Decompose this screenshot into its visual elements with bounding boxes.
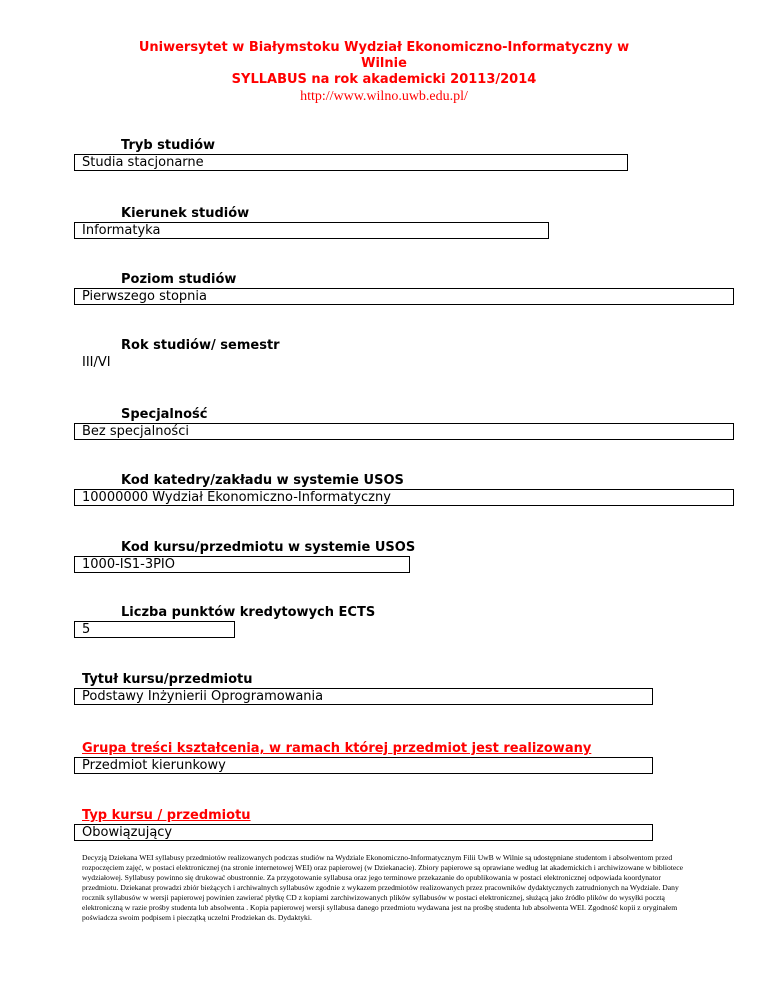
syllabus-year-line: SYLLABUS na rok akademicki 20113/2014 — [231, 72, 537, 87]
department-code-label: Kod katedry/zakładu w systemie USOS — [121, 473, 404, 488]
field-of-study-field: Informatyka — [74, 222, 549, 239]
content-group-label: Grupa treści kształcenia, w ramach której przedmiot jest realizowany — [82, 741, 592, 756]
course-type-label: Typ kursu / przedmiotu — [82, 808, 251, 823]
university-title-line1: Uniwersytet w Białymstoku Wydział Ekonomiczno-Informatyczny w — [138, 40, 630, 55]
course-code-field: 1000-IS1-3PIO — [74, 556, 410, 573]
website-url[interactable]: http://www.wilno.uwb.edu.pl/ — [300, 89, 468, 104]
study-level-label: Poziom studiów — [121, 272, 237, 287]
course-type-field: Obowiązujący — [74, 824, 653, 841]
course-code-label: Kod kursu/przedmiotu w systemie USOS — [121, 540, 416, 555]
course-title-field: Podstawy Inżynierii Oprogramowania — [74, 688, 653, 705]
study-mode-label: Tryb studiów — [121, 138, 216, 153]
university-title-line2: Wilnie — [361, 56, 407, 71]
study-level-field: Pierwszego stopnia — [74, 288, 734, 305]
specialization-label: Specjalność — [121, 407, 208, 422]
ects-field: 5 — [74, 621, 235, 638]
field-of-study-label: Kierunek studiów — [121, 206, 250, 221]
course-title-label: Tytuł kursu/przedmiotu — [82, 672, 253, 687]
year-semester-label: Rok studiów/ semestr — [121, 338, 280, 353]
specialization-field: Bez specjalności — [74, 423, 734, 440]
footer-note: Decyzją Dziekana WEI syllabusy przedmiotów realizowanych podczas studiów na Wydziale Ekonomiczno-Informatycznym Filii UwB w Wilnie są udostępniane studentom i absolwentom przed rozpoczęciem zajęć, w postaci elektronicznej (na stronie internetowej WEI) oraz papierowej (w Dziekanacie). Zbiory papierowe są oprawiane według lat akademickich i archiwizowane w bibliotece wydziałowej. Syllabusy powinno się drukować obustronnie. Za przygotowanie syllabusa oraz jego terminowe przekazanie do opublikowania w postaci elektronicznej odpowiada koordynator przedmiotu. Dziekanat prowadzi zbiór bieżących i archiwalnych syllabusów zgodnie z wykazem przedmiotów realizowanych przez pracowników dydaktycznych zatrudnionych na Wydziale. Dany rocznik syllabusów w wersji papierowej powinien zawierać płytkę CD z kopiami zarchiwizowanych plików syllabusów w postaci elektronicznej, służącą jako źródło plików do wysyłki pocztą elektroniczną w razie prośby studenta lub absolwenta . Kopia papierowej wersji syllabusa danego przedmiotu wydawana jest na prośbę studenta lub absolwenta WEI. Zgodność kopii z oryginałem poświadcza swoim podpisem i pieczątką uczelni Prodziekan ds. Dydaktyki. — [82, 853, 683, 922]
content-group-field: Przedmiot kierunkowy — [74, 757, 653, 774]
department-code-field: 10000000 Wydział Ekonomiczno-Informatyczny — [74, 489, 734, 506]
year-semester-field: III/VI — [82, 355, 111, 370]
ects-label: Liczba punktów kredytowych ECTS — [121, 605, 376, 620]
study-mode-field: Studia stacjonarne — [74, 154, 628, 171]
document-header — [0, 40, 768, 105]
